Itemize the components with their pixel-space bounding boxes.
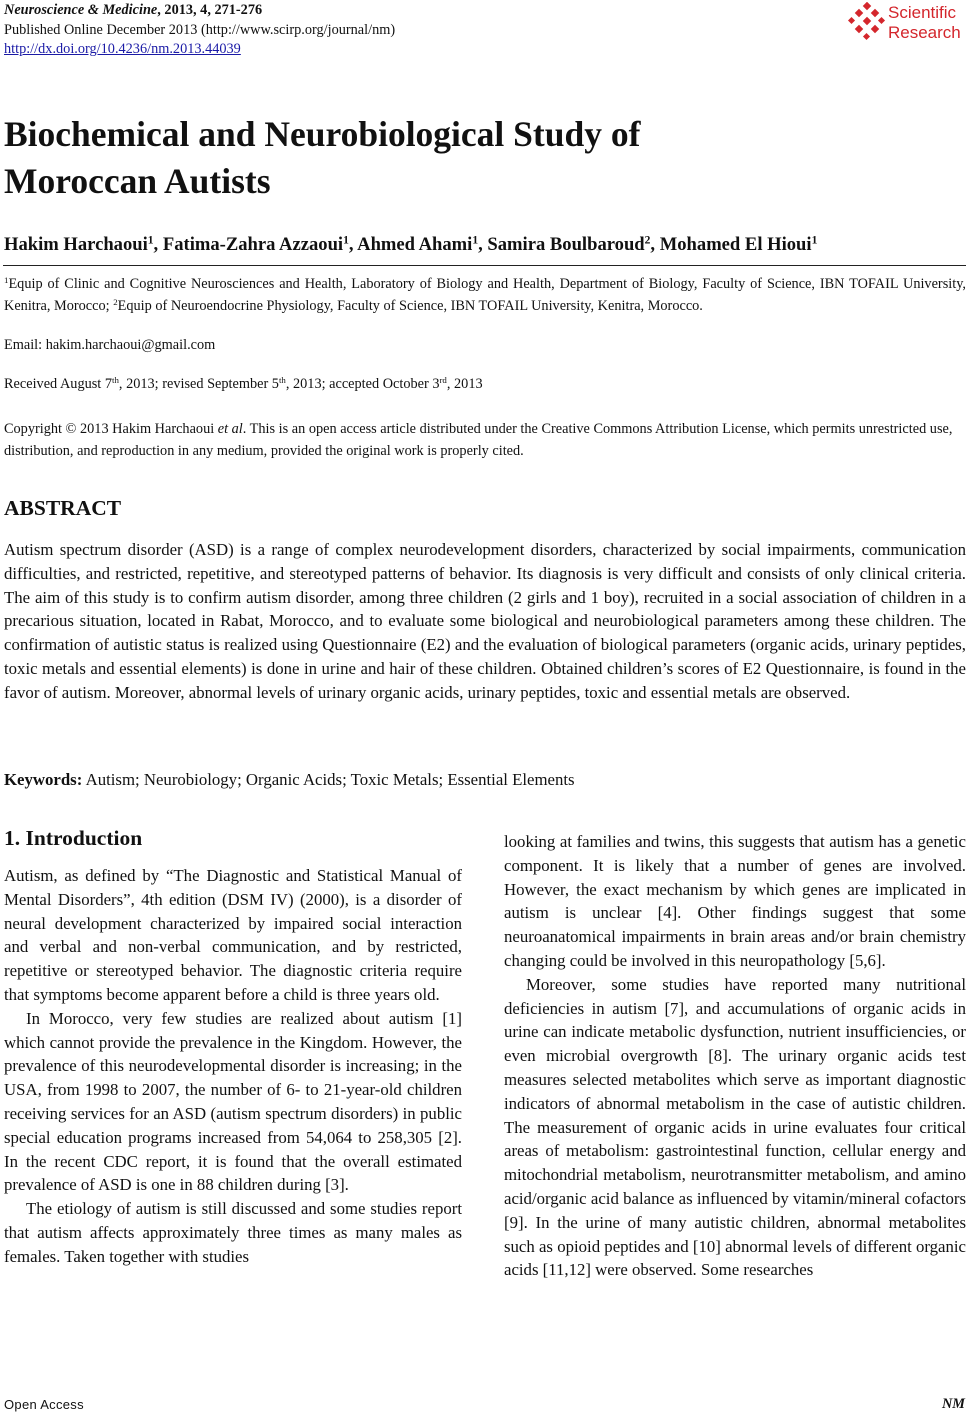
- logo-mark-icon: [848, 2, 886, 42]
- author: Ahmed Ahami: [357, 234, 473, 255]
- keywords: [4, 770, 575, 790]
- right-column: [504, 830, 966, 1282]
- author: Mohamed El Hioui: [659, 234, 812, 255]
- keywords-label: Keywords:: [4, 770, 83, 789]
- title-line-1: Biochemical and Neurobiological Study of: [4, 114, 641, 154]
- publication-dates: Received August 7th, 2013; revised September 5th, 2013; accepted October 3rd, 2013: [4, 375, 483, 392]
- footer-open-access: Open Access: [4, 1397, 84, 1412]
- paragraph: The etiology of autism is still discussed and some studies report that autism affects approximately three times as many males as females. Taken together with studies: [4, 1199, 462, 1266]
- keywords-list: Autism; Neurobiology; Organic Acids; Toxic Metals; Essential Elements: [82, 770, 575, 789]
- logo-word-research: Research: [888, 23, 961, 42]
- paper-title: [4, 111, 904, 205]
- author-email: Email: hakim.harchaoui@gmail.com: [4, 337, 216, 353]
- abstract-text: Autism spectrum disorder (ASD) is a range of complex neurodevelopment disorders, characterized by social impairments, communication difficulties, and restricted, repetitive, and stereotyped patterns of behavior. Its diagnosis is very difficult and consists of only clinical criteria. The aim of this study is to confirm autism disorder, among three children (2 girls and 1 boy), recruited in a social association of children in a precarious situation, located in Rabat, Morocco, and to evaluate some biological and neurobiological parameters among these children. The confirmation of autistic status is realized using Questionnaire (E2) and the evaluation of biological parameters (organic acids, urinary peptides, toxic metals and essential elements) is done in urine and hair of these children. Obtained children’s scores of E2 Questionnaire, is found in the favor of autism. Moreover, abnormal levels of urinary organic acids, urinary peptides, toxic and essential metals are observed.: [4, 540, 966, 702]
- logo-word-scientific: Scientific: [888, 3, 957, 22]
- journal-name: Neuroscience & Medicine: [4, 2, 158, 18]
- scientific-research-logo: [848, 2, 966, 44]
- paragraph: Moreover, some studies have reported many nutritional deficiencies in autism [7], and accumulations of organic acids in urine can indicate metabolic dysfunction, nutrient insufficiencies, or even microbial overgrowth [8]. The urinary organic acids test measures selected metabolites which serve as important diagnostic indicators of abnormal metabolism in the case of autistic children. The measurement of organic acids in urine evaluates four critical areas of metabolism: gastrointestinal function, cellular energy and mitochondrial metabolism, neurotransmitter metabolism, and amino acid/organic acid balance as influenced by vitamin/mineral cofactors [9]. In the urine of many autistic children, abnormal metabolites such as opioid peptides and [10] abnormal levels of different organic acids [11,12] were observed. Some researches: [504, 974, 966, 1280]
- copyright-notice: Copyright © 2013 Hakim Harchaoui et al. This is an open access article distributed under the Creative Commons Attribution License, which permits unrestricted use, distribution, and reproduction in any medium, provided the original work is properly cited.: [4, 421, 953, 459]
- author: Fatima-Zahra Azzaoui: [162, 234, 344, 255]
- paragraph: looking at families and twins, this suggests that autism has a genetic component. It is likely that a number of genes are involved. However, the exact mechanism by which genes are implicated in autism is unclear [4]. Other findings suggest that some neuroanatomical impairments in brain areas and/or brain chemistry changing could be involved in this neuropathology [5,6].: [504, 832, 966, 970]
- journal-citation: Neuroscience & Medicine, 2013, 4, 271-276: [4, 2, 263, 18]
- author: Hakim Harchaoui: [4, 234, 148, 255]
- journal-header: [4, 1, 395, 60]
- affiliations: $^1$Equip of Clinic and Cognitive Neurosciences and Health, Laboratory of Biology and Health, Department of Biology, Faculty of Science, IBN TOFAIL University, Kenitra, Morocco; $^2$Equip of Neuroendocrine Physiology, Faculty of Science, IBN TOFAIL University, Kenitra, Morocco.: [4, 275, 966, 314]
- doi-link[interactable]: http://dx.doi.org/10.4236/nm.2013.44039: [4, 41, 241, 57]
- title-line-2: Moroccan Autists: [4, 161, 271, 201]
- section-heading-introduction: 1. Introduction: [4, 826, 143, 850]
- footer-journal-abbrev: NM: [941, 1396, 965, 1412]
- author: Samira Boulbaroud: [487, 234, 645, 255]
- left-column: [4, 864, 462, 1269]
- published-line: Published Online December 2013 (http://www.scirp.org/journal/nm): [4, 21, 396, 38]
- abstract-heading: ABSTRACT: [4, 496, 122, 520]
- paragraph: Autism, as defined by “The Diagnostic and Statistical Manual of Mental Disorders”, 4th edition (DSM IV) (2000), is a disorder of neural development characterized by impaired social interaction and verbal and non-verbal communication, and by restricted, repetitive or stereotyped behavior. The diagnostic criteria require that symptoms become apparent before a child is three years old.: [4, 866, 462, 1004]
- author-divider: [3, 265, 966, 266]
- paragraph: In Morocco, very few studies are realized about autism [1] which cannot provide the prevalence in the Kingdom. However, the prevalence of this neurodevelopmental disorder is increasing; in the USA, from 1998 to 2007, the number of 6- to 21-year-old children receiving services for an ASD (autism spectrum disorders) in public special education programs increased from 54,064 to 258,305 [2]. In the recent CDC report, it is found that the overall estimated prevalence of ASD is one in 88 children during [3].: [4, 1008, 462, 1195]
- author-list: Hakim Harchaoui$^1$, Fatima-Zahra Azzaoui$^1$, Ahmed Ahami$^1$, Samira Boulbaroud$^2$, Mohamed El Hioui$^1$: [4, 234, 818, 255]
